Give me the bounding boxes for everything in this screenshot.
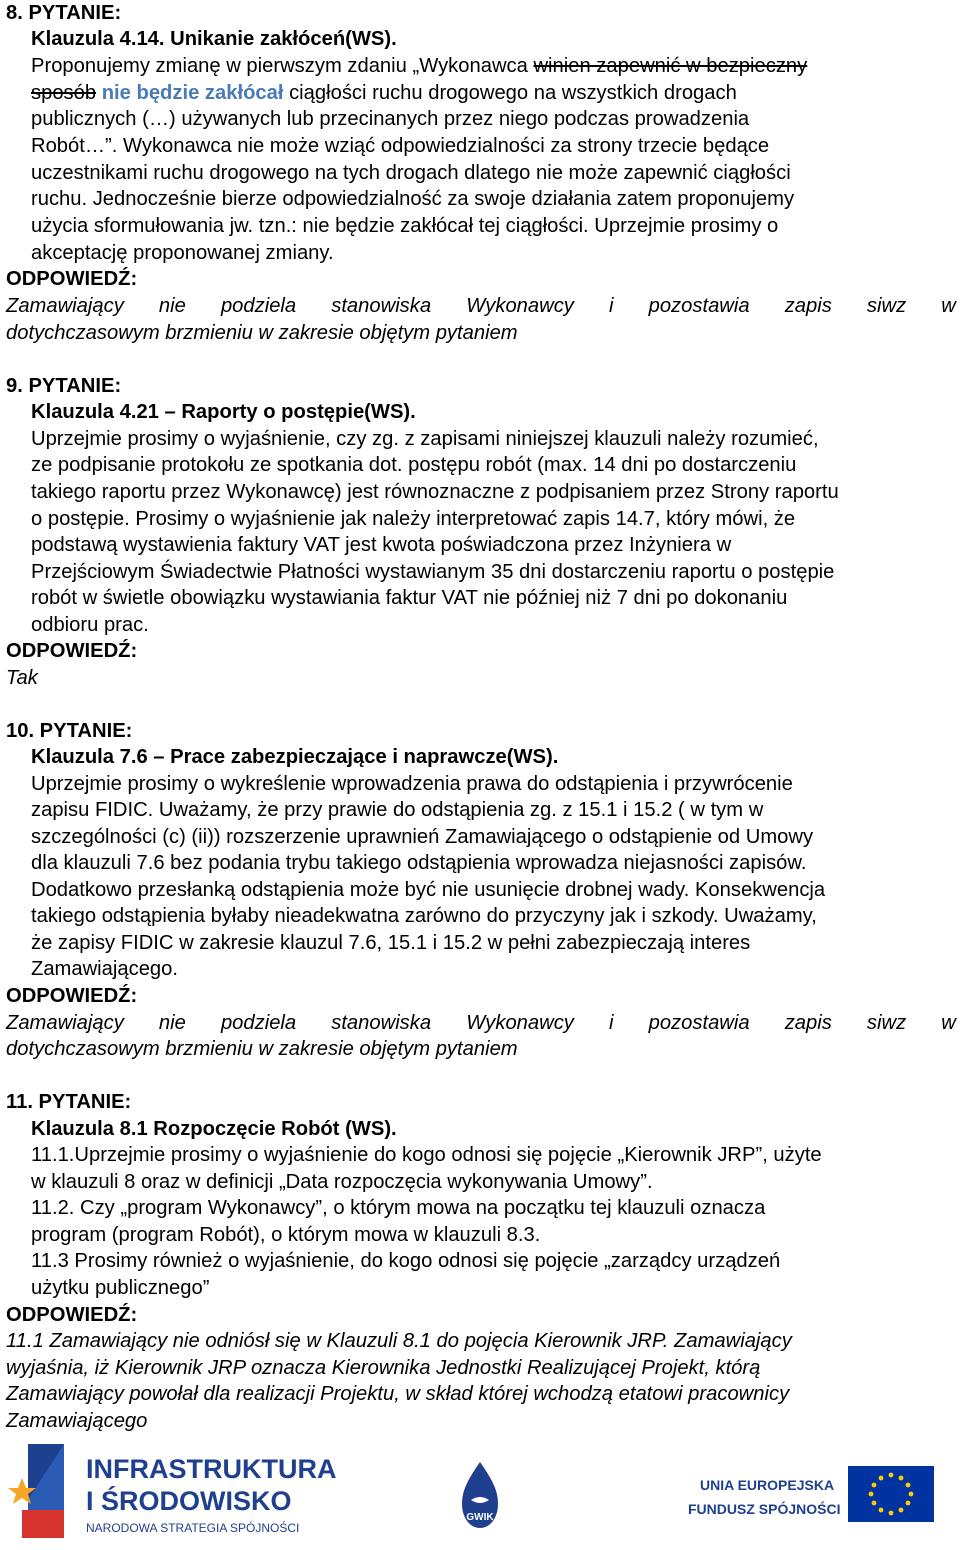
question-10-line-2: zapisu FIDIC. Uważamy, że przy prawie do odstąpienia zg. z 15.1 i 15.2 ( w tym w [31,799,764,821]
answer-11-line-1: 11.1 Zamawiający nie odniósł się w Klauzuli 8.1 do pojęcia Kierownik JRP. Zamawiający [6,1330,792,1352]
question-8-line-4: Robót…”. Wykonawca nie może wziąć odpowiedzialności za strony trzecie będące [31,135,770,157]
footer-logos-svg [0,1440,960,1545]
answer-11-line-4: Zamawiającego [6,1410,148,1432]
answer-9-label: ODPOWIEDŹ: [6,640,138,662]
gwik-logo [462,1462,498,1528]
question-10-line-3: szczególności (c) (ii)) rozszerzenie uprawnień Zamawiającego o odstąpienie od Umowy [31,826,814,848]
question-10-line-4: dla klauzuli 7.6 bez podania trybu takiego odstąpienia wprowadza niejasności zapisów. [31,852,807,874]
question-9-line-3: takiego raportu przez Wykonawcę) jest równoznaczne z podpisaniem przez Strony raportu [31,481,839,503]
question-10-line-6: takiego odstąpienia byłaby nieadekwatna zarówno do przyczyny jak i szkody. Uważamy, [31,905,817,927]
question-11-line-3: 11.2. Czy „program Wykonawcy”, o którym mowa na początku tej klauzuli oznacza [31,1197,766,1219]
question-10-clause: Klauzula 7.6 – Prace zabezpieczające i naprawcze(WS). [31,746,559,768]
question-11-line-4: program (program Robót), o którym mowa w klauzuli 8.3. [31,1224,541,1246]
answer-11-line-3: Zamawiający powołał dla realizacji Projektu, w skład której wchodzą etatowi pracownicy [6,1383,790,1405]
eu-logo-line-2: FUNDUSZ SPÓJNOŚCI [688,1501,841,1517]
footer-logos [0,1440,960,1545]
question-9-clause: Klauzula 4.21 – Raporty o postępie(WS). [31,401,416,423]
infrastruktura-logo-line-3: NARODOWA STRATEGIA SPÓJNOŚCI [86,1521,300,1535]
infrastruktura-logo [8,1444,336,1538]
question-8-line-1: Proponujemy zmianę w pierwszym zdaniu „Wykonawca winien zapewnić w bezpieczny [31,55,808,77]
question-8-heading: 8. PYTANIE: [6,2,122,24]
question-9-line-4: o postępie. Prosimy o wyjaśnienie jak należy interpretować zapis 14.7, który mówi, że [31,508,796,530]
question-11-clause: Klauzula 8.1 Rozpoczęcie Robót (WS). [31,1118,397,1140]
infrastruktura-logo-line-1: INFRASTRUKTURA [86,1454,337,1484]
answer-8-label: ODPOWIEDŹ: [6,268,138,290]
highlighted-text: nie będzie zakłócał [96,82,284,104]
eu-logo-line-1: UNIA EUROPEJSKA [700,1477,835,1493]
infrastruktura-logo-line-2: I ŚRODOWISKO [86,1486,292,1516]
question-9-line-7: robót w świetle obowiązku wystawiania faktur VAT nie później niż 7 dni po dokonaniu [31,587,788,609]
question-9-line-6: Przejściowym Świadectwie Płatności wystawianym 35 dni dostarczeniu raportu o postępie [31,561,835,583]
question-10-line-5: Dodatkowo przesłanką odstąpienia może być nie usunięcie drobnej wady. Konsekwencja [31,879,826,901]
eu-logo [688,1466,934,1522]
answer-10-line-1: Zamawiający nie podziela stanowiska Wykonawcy i pozostawia zapis siwz w [6,1012,956,1034]
answer-11-label: ODPOWIEDŹ: [6,1304,138,1326]
question-8-line-2: sposób nie będzie zakłócał ciągłości ruchu drogowego na wszystkich drogach [31,82,737,104]
question-11-line-5: 11.3 Prosimy również o wyjaśnienie, do kogo odnosi się pojęcie „zarządcy urządzeń [31,1250,781,1272]
question-8-line-6: ruchu. Jednocześnie bierze odpowiedzialność za swoje działania zatem proponujemy [31,188,795,210]
answer-9-text: Tak [6,667,38,689]
question-11-line-6: użytku publicznego” [31,1277,210,1299]
answer-10-label: ODPOWIEDŹ: [6,985,138,1007]
question-8-line-7: użycia sformułowania jw. tzn.: nie będzie zakłócał tej ciągłości. Uprzejmie prosimy o [31,215,779,237]
answer-8-line-2: dotychczasowym brzmieniu w zakresie objętym pytaniem [6,322,518,344]
question-9-line-1: Uprzejmie prosimy o wyjaśnienie, czy zg. z zapisami niniejszej klauzuli należy rozumieć, [31,428,819,450]
question-10-line-8: Zamawiającego. [31,958,178,980]
gwik-logo-text: GWIK [466,1512,494,1523]
answer-10-line-2: dotychczasowym brzmieniu w zakresie objętym pytaniem [6,1038,518,1060]
question-8-line-5: uczestnikami ruchu drogowego na tych drogach dlatego nie może zapewnić ciągłości [31,162,791,184]
question-10-line-1: Uprzejmie prosimy o wykreślenie wprowadzenia prawa do odstąpienia i przywrócenie [31,773,793,795]
struck-text: winien zapewnić w bezpieczny [533,55,808,77]
answer-8-line-1: Zamawiający nie podziela stanowiska Wykonawcy i pozostawia zapis siwz w [6,295,956,317]
question-8-line-3: publicznych (…) używanych lub przecinanych przez niego podczas prowadzenia [31,108,750,130]
question-11-line-2: w klauzuli 8 oraz w definicji „Data rozpoczęcia wykonywania Umowy”. [31,1171,653,1193]
question-10-line-7: że zapisy FIDIC w zakresie klauzul 7.6, 15.1 i 15.2 w pełni zabezpieczają interes [31,932,751,954]
question-11-line-1: 11.1.Uprzejmie prosimy o wyjaśnienie do kogo odnosi się pojęcie „Kierownik JRP”, użyte [31,1144,822,1166]
question-9-line-2: ze podpisanie protokołu ze spotkania dot. postępu robót (max. 14 dni po dostarczeniu [31,454,797,476]
question-11-heading: 11. PYTANIE: [6,1091,132,1113]
question-9-heading: 9. PYTANIE: [6,375,122,397]
answer-11-line-2: wyjaśnia, iż Kierownik JRP oznacza Kierownika Jednostki Realizującej Projekt, którą [6,1357,761,1379]
question-9-line-8: odbioru prac. [31,614,149,636]
question-8-line-8: akceptację proponowanej zmiany. [31,242,334,264]
question-9-line-5: podstawą wystawienia faktury VAT jest kwota poświadczona przez Inżyniera w [31,534,732,556]
question-8-clause: Klauzula 4.14. Unikanie zakłóceń(WS). [31,28,397,50]
question-10-heading: 10. PYTANIE: [6,720,133,742]
